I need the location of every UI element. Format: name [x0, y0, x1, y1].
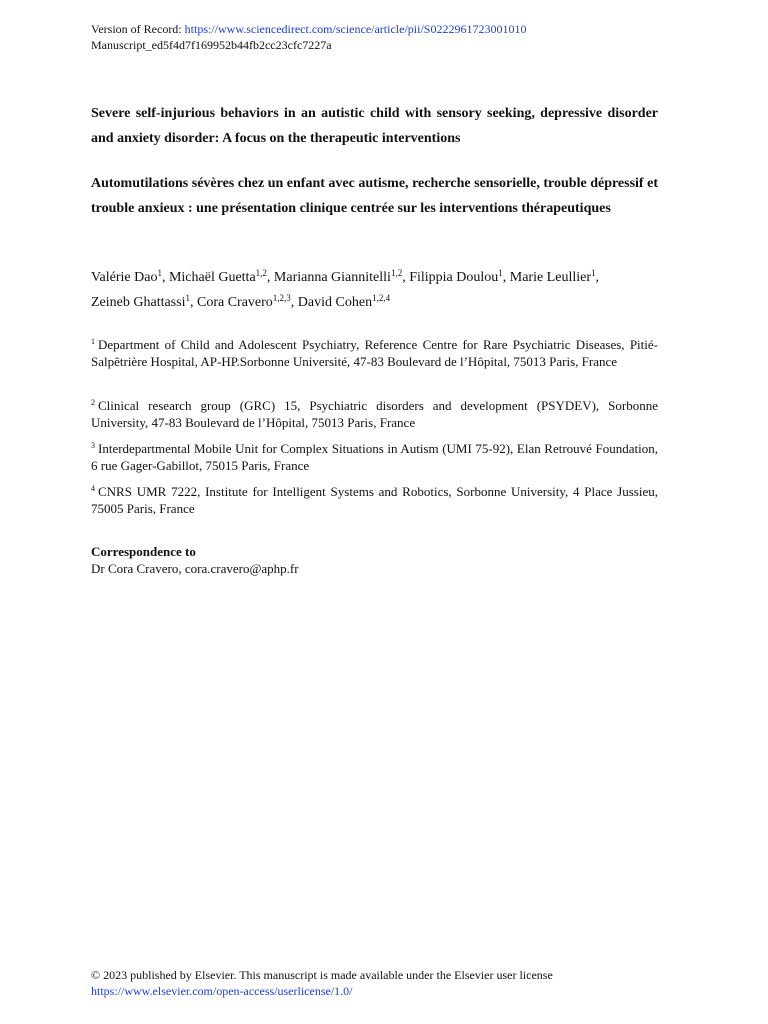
- affiliation-number: 2: [91, 398, 95, 407]
- affiliation-item: [91, 336, 658, 370]
- affiliation-number: 4: [91, 484, 95, 493]
- affiliation-number: 1: [91, 337, 95, 346]
- correspondence-contact: Dr Cora Cravero, cora.cravero@aphp.fr: [91, 561, 299, 576]
- affiliation-number: 3: [91, 441, 95, 450]
- author-name: Marie Leullier: [509, 270, 591, 285]
- author-affiliation-ref: 1,2,3: [272, 293, 291, 303]
- author-affiliation-ref: 1: [157, 268, 162, 278]
- affiliation-text: Clinical research group (GRC) 15, Psychiatric disorders and development (PSYDEV), Sorbonne University, 47-83 Boulevard de l’Hôpital, 75013 Paris, France: [91, 398, 658, 430]
- author-list: Valérie Dao$^1$, Michaël Guetta$^{1,2}$, Marianna Giannitelli$^{1,2}$, Filippia Doulou$^1$, Marie Leullier$^1$, Zeineb Ghattassi$^1$, Cora Cravero$^{1,2,3}$, David Cohen$^{1,2,4}$: [91, 268, 599, 310]
- author-name: Filippia Doulou: [409, 270, 499, 285]
- author-name: Valérie Dao: [91, 270, 158, 285]
- article-title-english: Severe self-injurious behaviors in an autistic child with sensory seeking, depressive disorder and anxiety disorder: A focus on the therapeutic interventions: [91, 106, 658, 146]
- affiliation-item: [91, 440, 658, 474]
- author-name: Cora Cravero: [196, 295, 273, 310]
- license-footer: [91, 967, 691, 999]
- author-affiliation-ref: 1: [498, 268, 503, 278]
- correspondence-heading: Correspondence to: [91, 544, 196, 559]
- author-name: Marianna Giannitelli: [273, 270, 391, 285]
- version-of-record-line: [91, 21, 711, 37]
- license-text: © 2023 published by Elsevier. This manuscript is made available under the Elsevier user license: [91, 968, 553, 982]
- article-title-french: Automutilations sévères chez un enfant avec autisme, recherche sensorielle, trouble dépressif et trouble anxieux : une présentation clinique centrée sur les interventions thérapeutiques: [91, 176, 658, 216]
- affiliation-text: Interdepartmental Mobile Unit for Complex Situations in Autism (UMI 75-92), Elan Retrouvé Foundation, 6 rue Gager-Gabillot, 75015 Paris, France: [91, 441, 658, 473]
- version-of-record-link[interactable]: https://www.sciencedirect.com/science/article/pii/S0222961723001010: [184, 22, 527, 36]
- author-name: Michaël Guetta: [168, 270, 256, 285]
- author-affiliation-ref: 1: [591, 268, 596, 278]
- affiliation-item: [91, 483, 658, 517]
- correspondence-block: [91, 543, 491, 577]
- author-affiliation-ref: 1,2: [390, 268, 403, 278]
- author-name: Zeineb Ghattassi: [91, 295, 186, 310]
- author-affiliation-ref: 1,2: [255, 268, 267, 278]
- author-affiliation-ref: 1: [185, 293, 190, 303]
- author-name: David Cohen: [297, 295, 373, 310]
- record-header: [91, 21, 711, 53]
- author-affiliation-ref: 1,2,4: [372, 293, 391, 303]
- version-label: Version of Record:: [91, 22, 182, 36]
- manuscript-id: Manuscript_ed5f4d7f169952b44fb2cc23cfc7227a: [91, 38, 332, 52]
- affiliation-text: CNRS UMR 7222, Institute for Intelligent Systems and Robotics, Sorbonne University, 4 Place Jussieu, 75005 Paris, France: [91, 484, 658, 516]
- license-link[interactable]: https://www.elsevier.com/open-access/userlicense/1.0/: [91, 984, 353, 998]
- affiliation-item: [91, 397, 658, 431]
- affiliation-text: Department of Child and Adolescent Psychiatry, Reference Centre for Rare Psychiatric Diseases, Pitié-Salpêtrière Hospital, AP-HP.Sorbonne Université, 47-83 Boulevard de l’Hôpital, 75013 Paris, France: [91, 337, 658, 369]
